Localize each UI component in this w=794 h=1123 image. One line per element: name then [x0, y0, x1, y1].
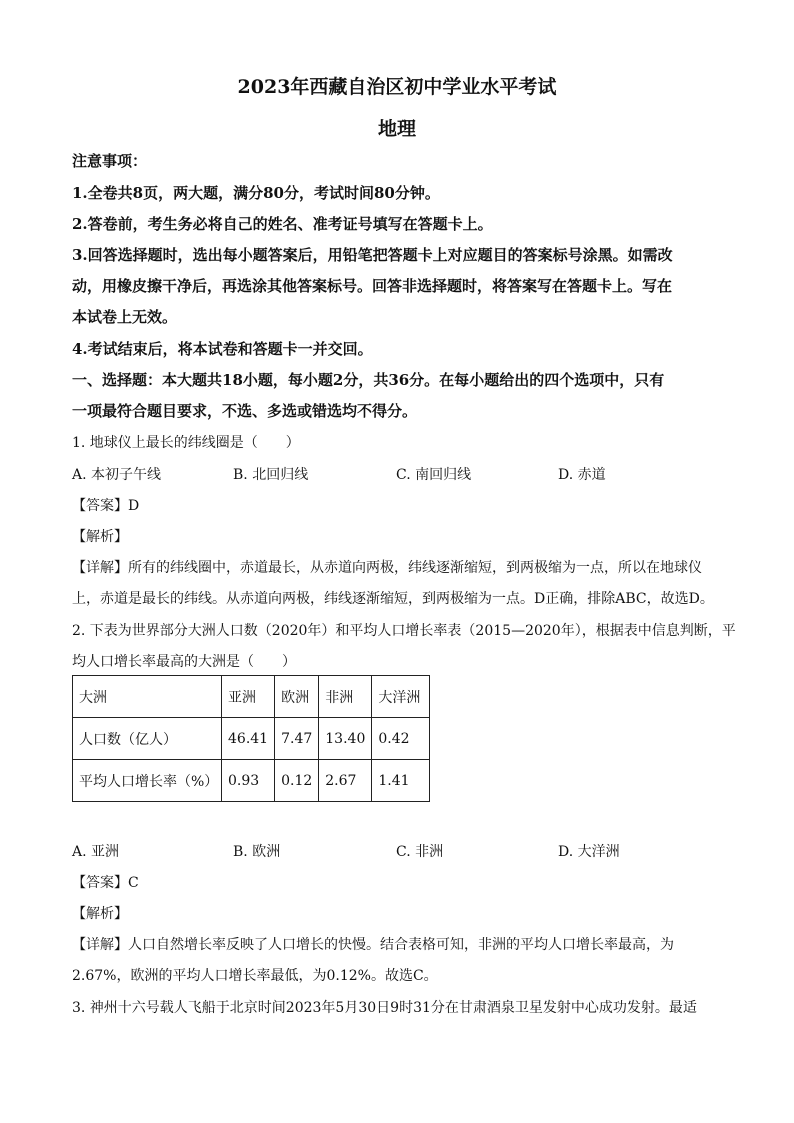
table-cell: 人口数（亿人） [73, 718, 222, 760]
question-2-stem-cont: 均人口增长率最高的大洲是（ ） [72, 654, 296, 670]
table-row [73, 718, 430, 760]
subject-title: 地理 [377, 118, 416, 140]
q2-answer: 【答案】C [72, 875, 139, 891]
table-cell: 1.41 [372, 760, 430, 802]
q1-option-c: C. 南回归线 [396, 467, 472, 483]
question-3-stem: 3. 神州十六号载人飞船于北京时间2023年5月30日9时31分在甘肃酒泉卫星发射中心成功发射。最适 [72, 1000, 697, 1016]
table-cell: 46.41 [222, 718, 275, 760]
q1-detail-line-2: 上，赤道是最长的纬线。从赤道向两极，纬线逐渐缩短，到两极缩为一点。D正确，排除ABC，故选D。 [72, 591, 714, 607]
q2-analysis-label: 【解析】 [72, 906, 128, 922]
table-header-cell: 大洋洲 [372, 676, 430, 718]
table-cell: 2.67 [319, 760, 372, 802]
table-row [73, 760, 430, 802]
question-2-stem: 2. 下表为世界部分大洲人口数（2020年）和平均人口增长率表（2015—2020年），根据表中信息判断，平 [72, 623, 736, 639]
q2-detail-line-2: 2.67%，欧洲的平均人口增长率最低，为0.12%。故选C。 [72, 968, 438, 984]
q2-detail-line-1: 【详解】人口自然增长率反映了人口增长的快慢。结合表格可知，非洲的平均人口增长率最高，为 [72, 937, 674, 953]
q2-option-c: C. 非洲 [396, 844, 444, 860]
q1-option-a: A. 本初子午线 [72, 467, 162, 483]
section-heading-cont: 一项最符合题目要求，不选、多选或错选均不得分。 [72, 402, 418, 420]
section-heading: 一、选择题：本大题共18小题，每小题2分，共36分。在每小题给出的四个选项中，只有 [72, 371, 665, 389]
notice-item-2: 2.答卷前，考生务必将自己的姓名、准考证号填写在答题卡上。 [72, 215, 493, 233]
q1-option-b: B. 北回归线 [233, 467, 309, 483]
table-header-row [73, 676, 430, 718]
table-cell: 0.42 [372, 718, 430, 760]
q1-analysis-label: 【解析】 [72, 529, 128, 545]
table-header-cell: 非洲 [319, 676, 372, 718]
table-cell: 平均人口增长率（%） [73, 760, 222, 802]
notice-item-1: 1.全卷共8页，两大题，满分80分，考试时间80分钟。 [72, 184, 440, 202]
population-table [72, 675, 430, 802]
table-header-cell: 大洲 [73, 676, 222, 718]
q2-option-b: B. 欧洲 [233, 844, 281, 860]
notice-heading: 注意事项： [72, 152, 148, 170]
q1-detail-line-1: 【详解】所有的纬线圈中，赤道最长，从赤道向两极，纬线逐渐缩短，到两极缩为一点，所以在地球仪 [72, 560, 702, 576]
table-cell: 0.12 [275, 760, 319, 802]
notice-item-3-cont: 动，用橡皮擦干净后，再选涂其他答案标号。回答非选择题时，将答案写在答题卡上。写在 [72, 277, 673, 295]
q2-option-d: D. 大洋洲 [558, 844, 620, 860]
question-1-stem: 1. 地球仪上最长的纬线圈是（ ） [72, 435, 300, 451]
table-cell: 13.40 [319, 718, 372, 760]
q1-option-d: D. 赤道 [558, 467, 606, 483]
notice-item-4: 4.考试结束后，将本试卷和答题卡一并交回。 [72, 340, 373, 358]
exam-title: 2023年西藏自治区初中学业水平考试 [237, 76, 557, 98]
table-cell: 0.93 [222, 760, 275, 802]
table-cell: 7.47 [275, 718, 319, 760]
table-header-cell: 欧洲 [275, 676, 319, 718]
notice-item-3-end: 本试卷上无效。 [72, 308, 178, 326]
table-header-cell: 亚洲 [222, 676, 275, 718]
q2-option-a: A. 亚洲 [72, 844, 120, 860]
notice-item-3: 3.回答选择题时，选出每小题答案后，用铅笔把答题卡上对应题目的答案标号涂黑。如需改 [72, 246, 673, 264]
q1-answer: 【答案】D [72, 498, 140, 514]
